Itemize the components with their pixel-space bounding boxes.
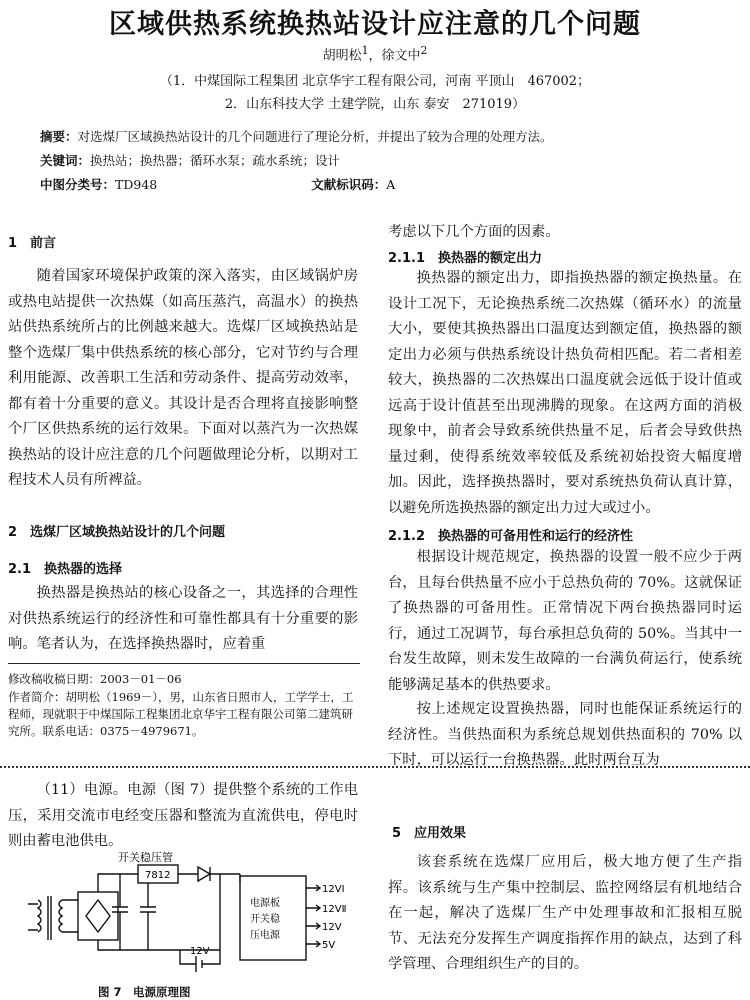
- affiliation-2: 2．山东科技大学 土建学院，山东 泰安 271019）: [224, 97, 526, 112]
- label-board-3: 压电源: [250, 930, 280, 941]
- section-2-1-2-paragraph-2: 按上述规定设置换热器，同时也能保证系统运行的经济性。当供热面积为系统总规划供热面积的 70% 以下时，可以运行一台换热器。此时两台互为: [388, 701, 742, 768]
- bridge-rectifier: [86, 900, 110, 932]
- abstract-label: 摘要：: [40, 129, 78, 144]
- page-separator: [0, 766, 750, 768]
- label-board-1: 电源板: [250, 898, 280, 909]
- transformer-secondary: [59, 900, 62, 932]
- section-5-title: 5 应用效果: [392, 826, 467, 841]
- power-supply-paragraph: （11）电源。电源（图 7）提供整个系统的工作电压，采用交流市电经变压器和整流为直流供电，停电时则由蓄电池供电。: [8, 782, 358, 849]
- keywords-text: 换热站；换热器；循环水泵；疏水系统；设计: [90, 153, 341, 168]
- section-2-1-1-paragraph: 换热器的额定出力，即指换热器的额定换热量。在设计工况下，无论换热系统二次热媒（循环水）的流量大小，要使其换热器出口温度达到额定值，换热器的额定出力必须与供热系统设计热负荷相匹配。若二者相差较大，换热器的二次热媒出口温度就会远低于设计值或远高于设计值甚至出现沸腾的现象。在这两方面的消极现象中，前者会导致系统供热量不足，后者会导致供热量过剩，使得系统效率较低及系统初始投资大幅度增加。因此，选择换热器时，要对系统热负荷认真计算，以避免所选换热器的额定出力过大或过小。: [388, 270, 742, 516]
- label-board-2: 开关稳: [250, 914, 280, 925]
- author-sup-2: 2: [420, 44, 428, 57]
- footnote-rule: [8, 663, 360, 664]
- diode-symbol: [198, 867, 210, 881]
- author-sup-1: 1: [361, 44, 369, 57]
- section-2-1-2-title: 2.1.2 换热器的可备用性和运行的经济性: [388, 529, 634, 544]
- capacitor-2: [140, 883, 156, 950]
- capacitor-1: [112, 874, 128, 950]
- section-1-title: 1 前言: [8, 236, 57, 251]
- output-arrows: [316, 885, 320, 947]
- keywords-line: [40, 151, 720, 169]
- ac-input-leads: [28, 904, 38, 930]
- section-2-1-paragraph: 换热器是换热站的核心设备之一，其选择的合理性对供热系统运行的经济性和可靠性都具有十分重要的影响。笔者认为，在选择换热器时，应着重: [8, 585, 358, 652]
- doc-code-value: A: [386, 177, 396, 192]
- abstract-line: [40, 127, 720, 145]
- figure-caption: 图 7 电源原理图: [98, 985, 191, 999]
- battery-label: 12V: [190, 946, 210, 957]
- doc-code-label: 文献标识码：: [311, 177, 387, 192]
- footnote-author-bio: 作者简介：胡明松（1969－），男，山东省日照市人，工学学士，工程师，现就职于中煤国际工程集团北京华宇工程有限公司第二建筑研究所。联系电话：0375－4979671。: [8, 690, 354, 738]
- keywords-label: 关键词：: [40, 153, 91, 168]
- output-label-1: 12VⅠ: [322, 884, 345, 895]
- output-label-2: 12VⅡ: [322, 904, 347, 915]
- transformer-primary: [38, 900, 41, 932]
- output-label-4: 5V: [322, 940, 336, 951]
- footnote-received: 修改稿收稿日期：2003－01－06: [8, 672, 182, 686]
- author-name-1: 胡明松: [322, 48, 362, 64]
- affiliation-1: （1．中煤国际工程集团 北京华宇工程有限公司，河南 平顶山 467002；: [159, 74, 591, 89]
- abstract-text: 对选煤厂区域换热站设计的几个问题进行了理论分析，并提出了较为合理的处理方法。: [77, 129, 553, 144]
- section-2-1-2-paragraph-1: 根据设计规范规定，换热器的设置一般不应少于两台，且每台供热量不应小于总热负荷的 70%。这就保证了换热器的可备用性。正常情况下两台换热器同时运行，通过工况调节，每台承担总负荷的 50%。当其中一台发生故障，则未发生故障的一台满负荷运行，使系统能够满足基本的供热要求。: [388, 549, 742, 693]
- author-name-2: ，徐文中: [368, 48, 421, 64]
- clc-value: TD948: [115, 177, 158, 192]
- author-line: [0, 44, 750, 63]
- section-5-paragraph: 该套系统在选煤厂应用后，极大地方便了生产指挥。该系统与生产集中控制层、监控网络层有机地结合在一起，解决了选煤厂生产中处理事故和汇报相互脱节、无法充分发挥生产调度指挥作用的缺点，达到了科学管理、合理组织生产的目的。: [388, 854, 742, 972]
- clc-label: 中图分类号：: [40, 177, 116, 192]
- section-2-1-1-title: 2.1.1 换热器的额定出力: [388, 251, 543, 266]
- label-regulator-tube: 开关稳压管: [118, 852, 173, 864]
- section-2-title: 2 选煤厂区域换热站设计的几个问题: [8, 525, 226, 540]
- label-regulator-chip: 7812: [145, 870, 171, 881]
- paper-title: 区域供热系统换热站设计应注意的几个问题: [109, 9, 641, 40]
- output-label-3: 12V: [322, 922, 342, 933]
- right-continuation: 考虑以下几个方面的因素。: [388, 224, 560, 240]
- section-2-1-title: 2.1 换热器的选择: [8, 562, 123, 577]
- section-1-paragraph: 随着国家环境保护政策的深入落实，由区域锅炉房或热电站提供一次热媒（如高压蒸汽，高温水）的换热站供热系统所占的比例越来越大。选煤厂区域换热站是整个选煤厂集中供热系统的核心部分，它对节约与合理利用能源、改善职工生活和劳动条件、提高劳动效率，都有着十分重要的意义。其设计是否合理将直接影响整个厂区供热系统的运行效果。下面对以蒸汽为一次热媒换热站的设计应注意的几个问题做理论分析，以期对工程技术人员有所裨益。: [8, 268, 358, 488]
- power-circuit-diagram: [20, 852, 360, 982]
- classification-line: [40, 175, 720, 193]
